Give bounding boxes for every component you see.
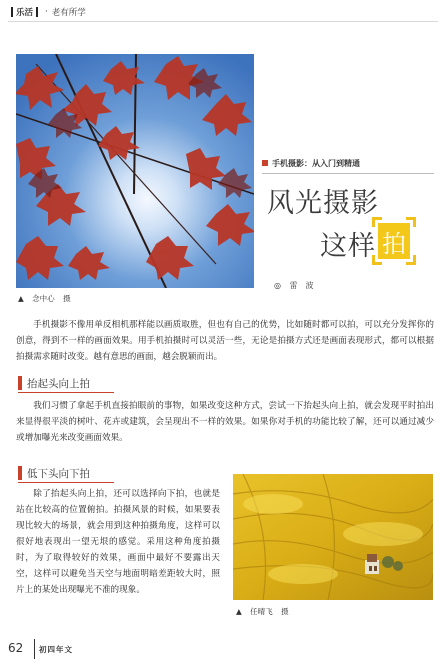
series-rule (262, 173, 434, 174)
caption-author: 念中心 (32, 294, 55, 303)
photo-caption-bottom (236, 606, 289, 617)
author-symbol: ◎ (274, 281, 281, 290)
intro-paragraph: 手机摄影不像用单反相机那样能以画质取胜，但也有自己的优势，比如随时都可以拍，可以充分发挥你的创意，得到不一样的画面效果。用手机拍摄时可以灵活一些，无论是拍摄方式还是画面表现形式，都可以根据拍摄需求随时改变。越有意思的画面，越会脱颖而出。 (16, 320, 434, 362)
section1-heading (18, 375, 90, 391)
header-bar (36, 7, 38, 17)
caption-triangle-icon: ▲ (236, 607, 242, 616)
section2-heading (18, 465, 90, 481)
section1-heading-text: 抬起头向上拍 (27, 377, 90, 390)
running-header (8, 5, 86, 19)
series-label: 手机摄影：从入门到精通 (272, 158, 360, 168)
photo-caption-top (18, 293, 71, 304)
rapeseed-field-photo (233, 474, 433, 600)
page-number: 62 (8, 641, 24, 655)
caption-author: 任晴飞 (250, 607, 273, 616)
title-highlight-box (372, 217, 416, 265)
series-square-icon (262, 160, 268, 166)
heading-marker (18, 466, 22, 480)
article-author (274, 280, 314, 291)
section1-paragraph: 我们习惯了拿起手机直接拍眼前的事物，如果改变这种方式，尝试一下抬起头向上拍，就会发现平时拍出来显得很平淡的树叶、花卉或建筑，会呈现出不一样的效果。如果你对手机的功能比较了解，还可以通过减少或增加曝光来改变画面效果。 (16, 401, 434, 443)
footer-rule (34, 639, 35, 659)
header-rule (8, 21, 438, 22)
caption-triangle-icon: ▲ (18, 294, 24, 303)
header-bar (11, 7, 13, 17)
section1-rule (18, 392, 114, 393)
magazine-logo: 初四年文 (39, 645, 73, 654)
author-name: 雷 波 (289, 281, 314, 290)
caption-role: 摄 (281, 607, 289, 616)
header-column: 老有所学 (51, 8, 86, 18)
header-dot: · (45, 7, 48, 17)
series-tag (262, 157, 360, 169)
article-title-line2: 这样 (320, 231, 376, 262)
section2-heading-text: 低下头向下拍 (27, 467, 90, 480)
maple-leaves-photo (16, 54, 254, 288)
caption-role: 摄 (63, 294, 71, 303)
header-section: 乐活 (16, 8, 34, 18)
section2-paragraph: 除了抬起头向上拍，还可以选择向下拍，也就是站在比较高的位置俯拍。拍摄风景的时候，如果要表现比较大的场景，就会用到这种拍摄角度，这样可以很好地表现出一望无垠的感觉。采用这种角度拍摄时，为了取得较好的效果，画面中最好不要露出天空，这样可以避免当天空与地面明暗差距较大时，照片上的某处出现曝光不准的现象。 (16, 489, 220, 595)
article-title-line1: 风光摄影 (267, 188, 379, 219)
heading-marker (18, 376, 22, 390)
title-highlight-char: 拍 (378, 223, 410, 259)
section2-rule (18, 482, 114, 483)
